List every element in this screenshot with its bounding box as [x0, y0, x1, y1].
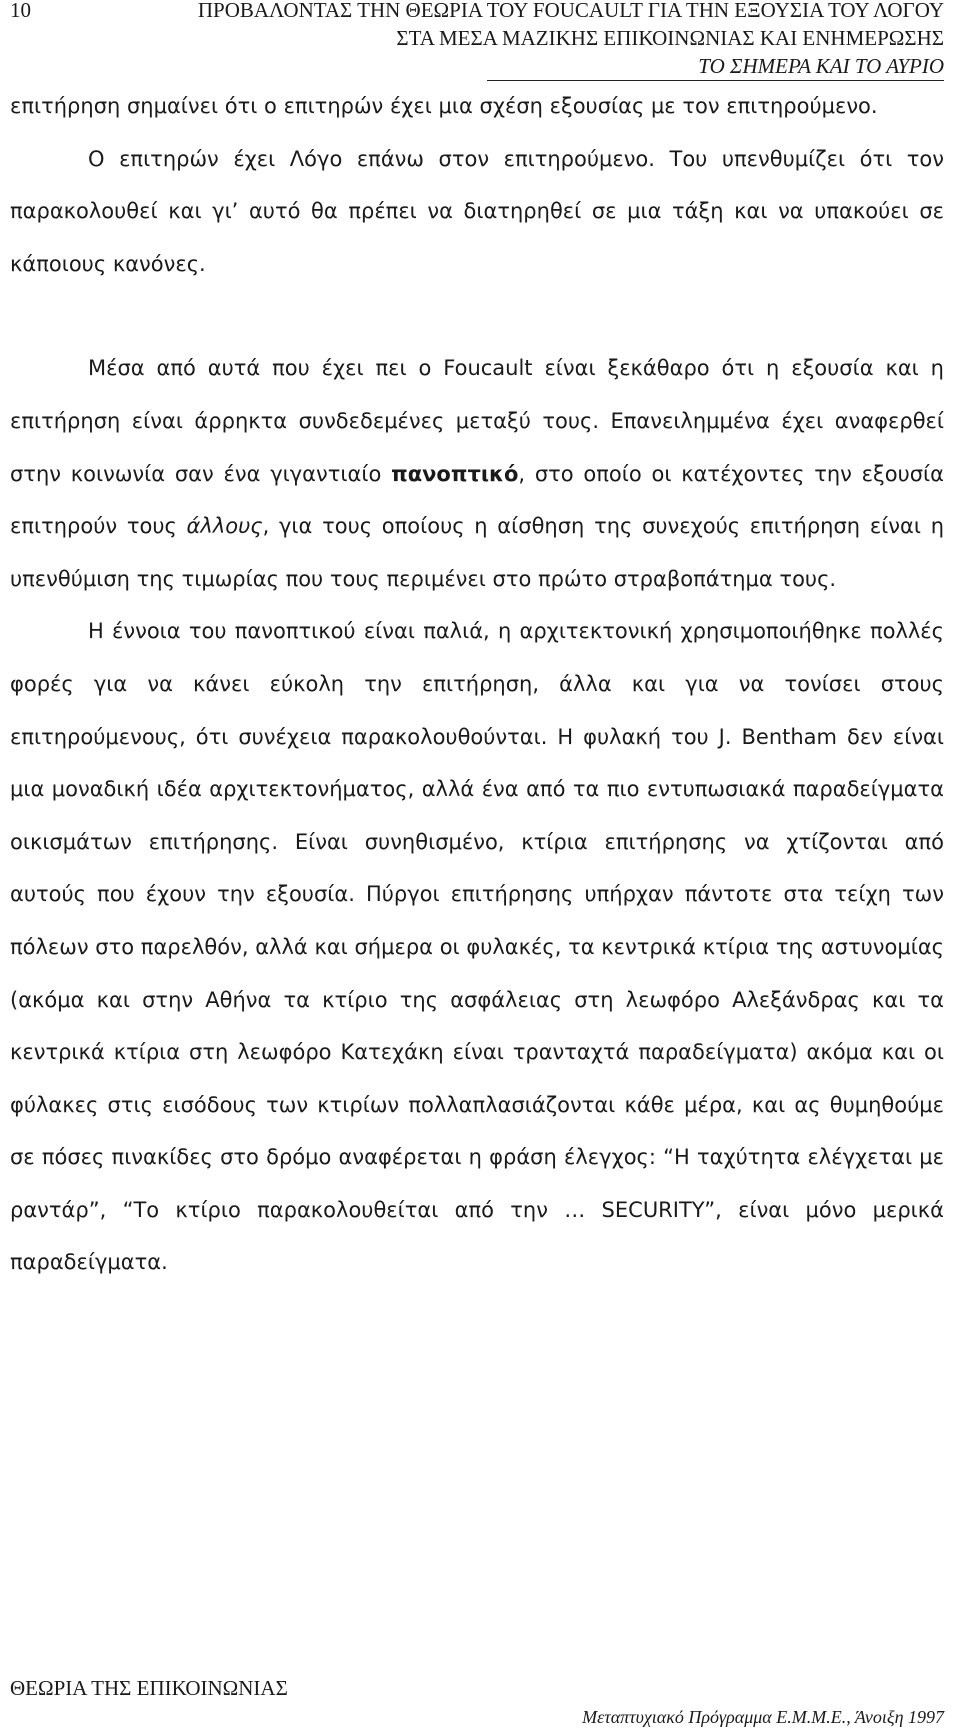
header-title-line-2: ΣΤΑ ΜΕΣΑ ΜΑΖΙΚΗΣ ΕΠΙΚΟΙΝΩΝΙΑΣ ΚΑΙ ΕΝΗΜΕΡΩΣΗΣ	[396, 26, 944, 50]
others-emphasis: άλλους	[186, 514, 263, 539]
paragraph-4: Η έννοια του πανοπτικού είναι παλιά, η αρχιτεκτονική χρησιμοποιήθηκε πολλές φορές για να κάνει εύκολη την επιτήρηση, άλλα και για να τονίσει στους επιτηρούμενους, ότι συνέχεια παρακολουθούνται. Η φυλακή του J. Bentham δεν είναι μια μοναδική ιδέα αρχιτεκτονήματος, αλλά ένα από τα πιο εντυπωσιακά παραδείγματα οικισμάτων επιτήρησης. Είναι συνηθισμένο, κτίρια επιτήρησης να χτίζονται από αυτούς που έχουν την εξουσία. Πύργοι επιτήρησης υπήρχαν πάντοτε στα τείχη των πόλεων στο παρελθόν, αλλά και σήμερα οι φυλακές, τα κεντρικά κτίρια της αστυνομίας (ακόμα και στην Αθήνα τα κτίριο της ασφάλειας στη λεωφόρο Αλεξάνδρας και τα κεντρικά κτίρια στη λεωφόρο Κατεχάκη είναι τρανταχτά παραδείγματα) ακόμα και οι φύλακες στις εισόδους των κτιρίων πολλαπλασιάζονται κάθε μέρα, και ας θυμηθούμε σε πόσες πινακίδες στο δρόμο αναφέρεται η φράση έλεγχος: “Η ταχύτητα ελέγχεται με ραντάρ”, “Το κτίριο παρακολουθείται από την … SECURITY”, είναι μόνο μερικά παραδείγματα.	[10, 619, 944, 1275]
footer-program: Μεταπτυχιακό Πρόγραμμα Ε.Μ.Μ.Ε., Άνοιξη 1997	[582, 1707, 944, 1727]
page-number: 10	[10, 0, 31, 22]
paragraph-1: επιτήρηση σημαίνει ότι ο επιτηρών έχει μια σχέση εξουσίας με τον επιτηρούμενο.	[10, 94, 878, 118]
paragraph-3	[10, 342, 944, 605]
header-title-line-1: ΠΡΟΒΑΛΟΝΤΑΣ ΤΗΝ ΘΕΩΡΙΑ ΤΟΥ FOUCAULT ΓΙΑ ΤΗΝ ΕΞΟΥΣΙΑ ΤΟΥ ΛΟΓΟΥ	[197, 0, 944, 22]
header-title-line-3: ΤΟ ΣΗΜΕΡΑ ΚΑΙ ΤΟ ΑΥΡΙΟ	[698, 54, 944, 78]
body-text	[10, 80, 944, 1289]
footer-course-title: ΘΕΩΡΙΑ ΤΗΣ ΕΠΙΚΟΙΝΩΝΙΑΣ	[10, 1676, 288, 1700]
paragraph-2: Ο επιτηρών έχει Λόγο επάνω στον επιτηρούμενο. Του υπενθυμίζει ότι τον παρακολουθεί και γι’ αυτό θα πρέπει να διατηρηθεί σε μια τάξη και να υπακούει σε κάποιους κανόνες.	[10, 146, 944, 276]
paragraph-3-text-a: Μέσα από αυτά που έχει πει ο Foucault είναι ξεκάθαρο ότι η εξουσία και η επιτήρηση είναι άρρηκτα συνδεδεμένες μεταξύ τους. Επανειλημμένα έχει αναφερθεί στην κοινωνία σαν ένα γιγαντιαίο	[10, 356, 944, 486]
paragraph-3-text-c: , για τους οποίους η αίσθηση της συνεχούς επιτήρηση είναι η υπενθύμιση της τιμωρίας που τους περιμένει στο πρώτο στραβοπάτημα τους.	[10, 514, 945, 591]
running-header	[0, 0, 960, 80]
paragraph-3-text-b: , στο οποίο οι κατέχοντες την εξουσία επιτηρούν τους	[10, 461, 944, 539]
panoptikon-term: πανοπτικό	[391, 461, 519, 486]
